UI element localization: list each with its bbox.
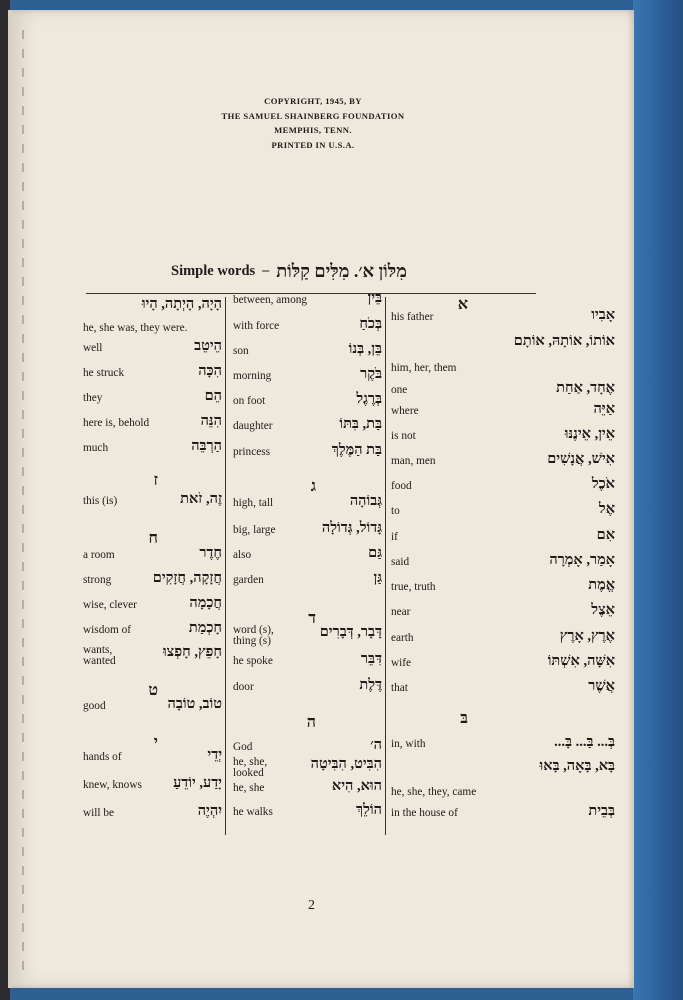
entry-hebrew: הִנֵּה	[200, 413, 222, 429]
binding-stitch	[22, 657, 24, 666]
entry-hebrew: אֵצֶל	[591, 602, 615, 618]
entry-english: him, her, them	[391, 362, 457, 374]
entry-english: well	[83, 342, 103, 354]
binding-stitch	[22, 885, 24, 894]
entry-english: his father	[391, 311, 434, 323]
entry-english: also	[233, 549, 252, 561]
entry-english: morning	[233, 370, 272, 382]
entry-hebrew: אִישׁ, אֲנָשִׁים	[547, 451, 615, 467]
entry-english: he struck	[83, 367, 125, 379]
binding-stitch	[22, 353, 24, 362]
entry-hebrew: דָּבָר, דְּבָרִים	[319, 624, 382, 640]
binding-stitch	[22, 828, 24, 837]
section-letter: ח	[148, 530, 158, 547]
binding-stitch	[22, 144, 24, 153]
entry-hebrew: בְּרֶגֶל	[356, 391, 382, 407]
binding-stitch	[22, 68, 24, 77]
section-letter: ג	[310, 478, 316, 495]
binding-stitch	[22, 543, 24, 552]
entry-hebrew: אֹכֶל	[591, 476, 615, 492]
entry-english: garden	[233, 574, 264, 586]
entry-hebrew: הִכָּה	[198, 363, 222, 379]
binding-stitch	[22, 334, 24, 343]
page-number: 2	[308, 898, 315, 913]
binding-stitch	[22, 562, 24, 571]
page-title	[171, 254, 451, 288]
entry-hebrew: יְדֵי	[207, 747, 222, 763]
entry-hebrew: בֹּקֶר	[360, 366, 382, 382]
entry-hebrew: אִם	[596, 527, 615, 543]
binding-stitch	[22, 277, 24, 286]
entry-english: son	[233, 345, 249, 357]
binding-stitch	[22, 201, 24, 210]
entry-hebrew: הֵם	[204, 388, 222, 404]
entry-english: man, men	[391, 455, 436, 467]
entry-english: wants, wanted	[83, 644, 116, 667]
title-rule	[86, 293, 536, 294]
entry-english: where	[391, 405, 419, 417]
entry-english: said	[391, 556, 410, 568]
entry-hebrew: חָכְמַת	[188, 620, 222, 636]
copyright-line: MEMPHIS, TENN.	[274, 125, 352, 135]
binding-stitch	[22, 619, 24, 628]
entry-english: God	[233, 741, 253, 753]
entry-english: here is, behold	[83, 417, 150, 429]
entry-english: will be	[83, 807, 115, 819]
entry-english: earth	[391, 632, 414, 644]
entry-hebrew: חֲכָמָה	[189, 595, 222, 611]
binding-stitch	[22, 30, 24, 39]
binding-stitch	[22, 866, 24, 875]
entry-hebrew: בַּת, בִּתּוֹ	[339, 416, 382, 432]
binding-stitch	[22, 220, 24, 229]
entry-english: if	[391, 531, 398, 543]
entry-english: that	[391, 682, 408, 694]
copyright-line: COPYRIGHT, 1945, BY	[264, 96, 362, 106]
copyright-line: THE SAMUEL SHAINBERG FOUNDATION	[221, 110, 405, 121]
entry-hebrew: אָמַר, אָמְרָה	[549, 552, 615, 568]
binding-stitch	[22, 315, 24, 324]
entry-english: he walks	[233, 806, 273, 818]
binding-stitch	[22, 372, 24, 381]
entry-hebrew: גָּדוֹל, גְּדוֹלָה	[321, 520, 382, 536]
entry-english: much	[83, 442, 109, 454]
binding-stitch	[22, 505, 24, 514]
entry-hebrew: גַּם	[368, 545, 382, 561]
entry-hebrew: אֱמֶת	[588, 577, 615, 593]
entry-hebrew: בֵּין	[367, 290, 382, 306]
entry-hebrew: הוּא, הִיא	[331, 778, 382, 794]
entry-hebrew: הַרְבֵּה	[191, 438, 222, 454]
entry-english: big, large	[233, 524, 276, 536]
entry-english: wise, clever	[83, 599, 137, 611]
section-letter: ז	[153, 472, 158, 489]
column-divider	[385, 297, 386, 835]
entry-english: princess	[233, 446, 271, 458]
entry-hebrew: חָפֵץ, חָפְצוּ	[162, 644, 222, 660]
entry-hebrew: אָבִיו	[591, 307, 615, 323]
entry-english: in the house of	[391, 807, 458, 819]
entry-english: to	[391, 505, 400, 517]
entry-hebrew: בְּבֵית	[588, 803, 615, 819]
entry-hebrew: חֶדֶר	[199, 545, 222, 561]
entry-hebrew: חֲזָקָה, חֲזָקִים	[152, 570, 222, 586]
title-dash: –	[262, 263, 270, 278]
binding-stitch	[22, 106, 24, 115]
entry-hebrew: זֶה, זֹאת	[180, 491, 222, 507]
section-letter: ט	[148, 682, 158, 699]
entry-hebrew: דֶּלֶת	[359, 677, 382, 693]
section-letter: ד	[308, 610, 316, 627]
entry-english: near	[391, 606, 411, 618]
entry-hebrew: ה׳	[370, 737, 382, 753]
entry-hebrew: אֵין, אֵינֶנּוּ	[564, 426, 615, 442]
entry-hebrew: טוֹב, טוֹבָה	[167, 696, 222, 712]
copyright-line: PRINTED IN U.S.A.	[271, 139, 355, 150]
section-letter: י	[153, 734, 158, 751]
binding-stitch	[22, 239, 24, 248]
column-divider	[225, 297, 226, 835]
binding-stitch	[22, 429, 24, 438]
binding-stitch	[22, 695, 24, 704]
title-english: Simple words	[171, 262, 256, 279]
entry-hebrew: אִשָּׁה, אִשְׁתּוֹ	[547, 653, 615, 669]
entry-hebrew: בָּא, בָּאָה, בָּאוּ	[539, 758, 615, 774]
entry-hebrew: אֶל	[598, 501, 615, 517]
entry-hebrew: הוֹלֵךְ	[356, 802, 382, 818]
entry-hebrew: אַיֵּה	[593, 401, 615, 417]
binding-stitch	[22, 49, 24, 58]
book-cover-edge	[633, 0, 683, 1000]
binding-stitch	[22, 467, 24, 476]
binding-stitch	[22, 790, 24, 799]
binding-stitch	[22, 87, 24, 96]
entry-hebrew: בֵּן, בְּנוֹ	[348, 341, 382, 357]
entry-english: food	[391, 480, 412, 492]
entry-english: he, she, looked	[233, 756, 268, 779]
entry-english: he, she	[233, 782, 265, 794]
entry-hebrew: גְּבוֹהָה	[349, 493, 382, 509]
entry-english: he, she, they, came	[391, 786, 477, 798]
section-letter: ה	[306, 714, 316, 731]
binding-stitch	[22, 638, 24, 647]
binding-stitch	[22, 676, 24, 685]
binding-stitch	[22, 752, 24, 761]
entry-english: door	[233, 681, 254, 693]
section-letter: א	[457, 296, 468, 313]
binding-stitch	[22, 163, 24, 172]
binding-stitch	[22, 942, 24, 951]
entry-english: he spoke	[233, 655, 273, 667]
binding-stitch	[22, 714, 24, 723]
binding-stitch	[22, 771, 24, 780]
binding-stitch	[22, 125, 24, 134]
binding-stitch	[22, 296, 24, 305]
entry-english: they	[83, 392, 103, 404]
binding-stitch	[22, 182, 24, 191]
entry-hebrew: יָדַע, יוֹדֵעַ	[173, 775, 222, 791]
entry-english: a room	[83, 549, 115, 561]
entry-english: between, among	[233, 294, 308, 306]
entry-hebrew: הִבִּיט, הִבִּיטָה	[310, 756, 382, 772]
entry-hebrew: בְּ... בַּ... בָּ...	[554, 734, 615, 750]
entry-hebrew: יִהְיֶה	[197, 803, 222, 819]
entry-english: strong	[83, 574, 112, 586]
entry-hebrew: דִּבֵּר	[360, 651, 382, 667]
entry-hebrew: הָיָה, הָיְתָה, הָיוּ	[141, 296, 222, 312]
binding-stitch	[22, 809, 24, 818]
entry-english: wisdom of	[83, 624, 132, 636]
binding-stitch	[22, 904, 24, 913]
binding-stitch	[22, 581, 24, 590]
entry-english: hands of	[83, 751, 122, 763]
entry-english: word (s), thing (s)	[233, 624, 274, 647]
binding-stitch	[22, 391, 24, 400]
binding-stitch	[22, 923, 24, 932]
entry-english: knew, knows	[83, 779, 142, 791]
entry-hebrew: בְּכֹחַ	[359, 316, 382, 332]
entry-english: daughter	[233, 420, 273, 432]
binding-stitch	[22, 847, 24, 856]
copyright-notice	[208, 94, 418, 152]
entry-english: one	[391, 384, 408, 396]
binding-stitch	[22, 961, 24, 970]
entry-english: with force	[233, 320, 280, 332]
entry-english: he, she was, they were.	[83, 322, 188, 334]
entry-english: high, tall	[233, 497, 274, 509]
binding-stitch	[22, 258, 24, 267]
binding-stitch	[22, 448, 24, 457]
binding-stitch	[22, 600, 24, 609]
entry-hebrew: אֶרֶץ, אָרֶץ	[559, 628, 615, 644]
entry-english: is not	[391, 430, 416, 442]
entry-english: good	[83, 700, 106, 712]
page-gutter	[8, 10, 12, 988]
binding-stitch	[22, 486, 24, 495]
binding-stitch	[22, 524, 24, 533]
book-page	[8, 10, 634, 988]
entry-hebrew: אוֹתוֹ, אוֹתָהּ, אוֹתָם	[513, 333, 615, 349]
entry-hebrew: גַּן	[373, 570, 382, 586]
entry-english: on foot	[233, 395, 266, 407]
title-hebrew: מִלּוֹן א׳. מִלִּים קַלּוֹת	[276, 260, 407, 281]
binding-stitch	[22, 733, 24, 742]
entry-english: in, with	[391, 738, 426, 750]
entry-hebrew: אֲשֶׁר	[588, 678, 615, 694]
entry-hebrew: הֵיטֵב	[194, 338, 222, 354]
entry-english: wife	[391, 657, 412, 669]
entry-english: this (is)	[83, 495, 118, 507]
binding-stitch	[22, 410, 24, 419]
entry-english: true, truth	[391, 581, 436, 593]
section-letter: בּ	[460, 710, 468, 727]
entry-hebrew: בַּת הַמֶּלֶךְ	[331, 442, 382, 458]
entry-hebrew: אֶחָד, אַחַת	[556, 380, 615, 396]
